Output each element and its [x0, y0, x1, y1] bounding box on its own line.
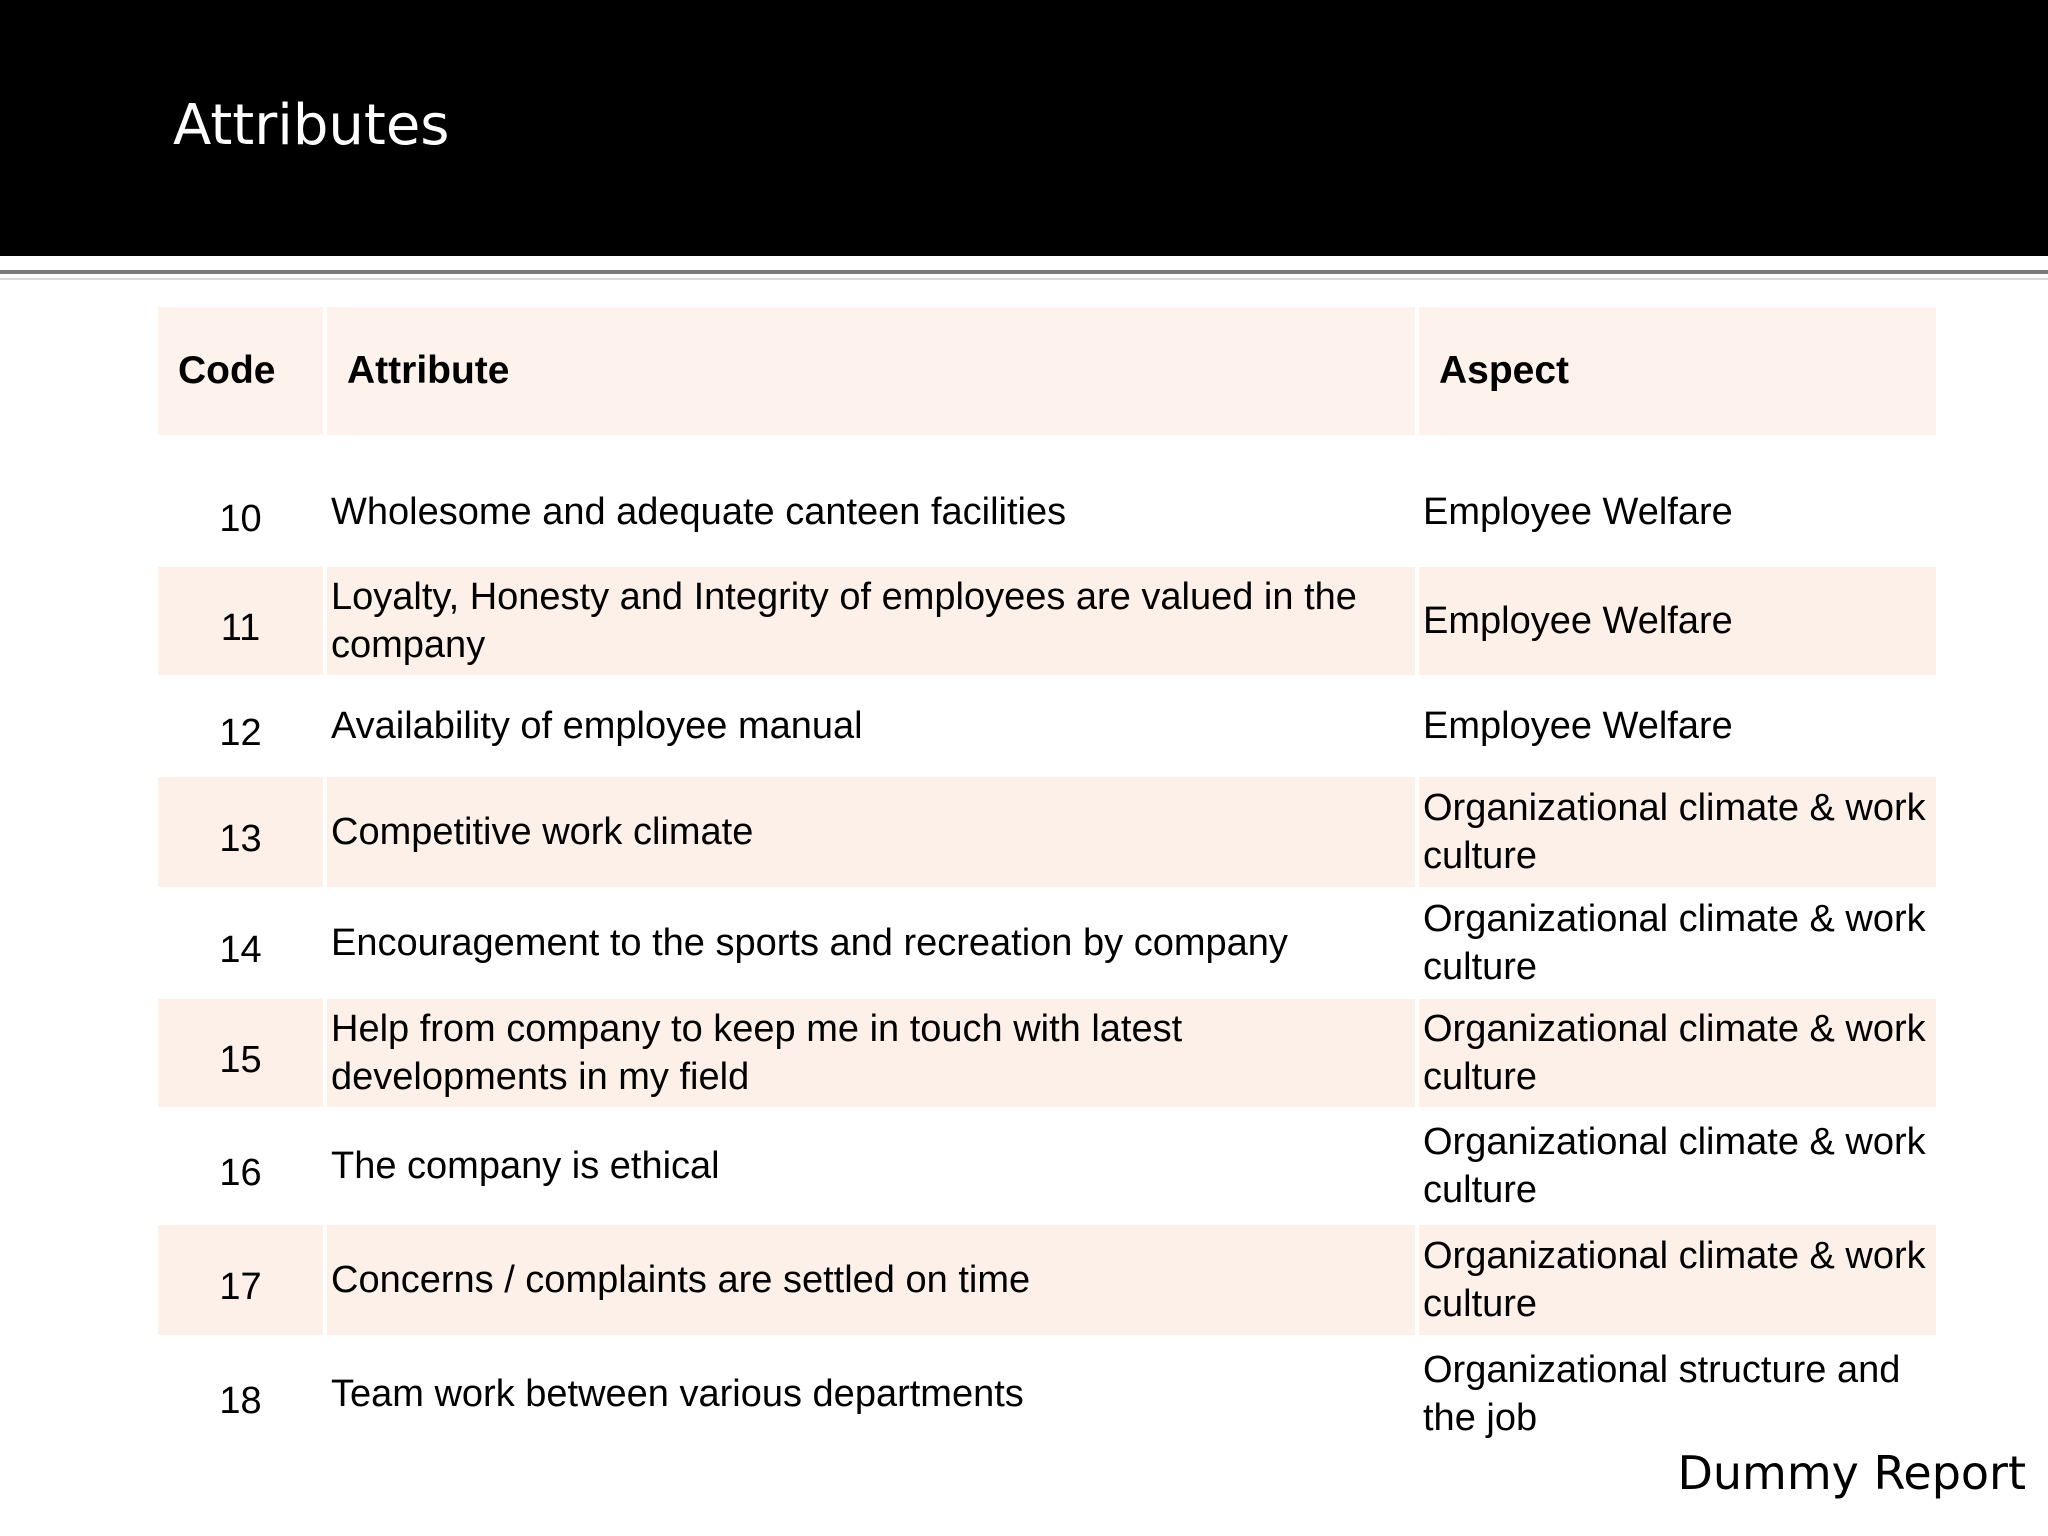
row-aspect: Organizational climate & work culture: [1419, 1225, 1936, 1335]
table-row: [158, 1335, 1936, 1453]
row-attribute: Encouragement to the sports and recreation by company: [327, 887, 1415, 999]
table-row: [158, 1107, 1936, 1225]
header-code: Code: [158, 307, 323, 435]
row-code: 14: [158, 887, 323, 999]
header-gap: [158, 435, 1936, 457]
divider-thin: [0, 278, 2048, 280]
header-attribute: Attribute: [327, 307, 1415, 435]
table-row: [158, 887, 1936, 999]
row-attribute: Competitive work climate: [327, 777, 1415, 887]
row-code: 11: [158, 567, 323, 675]
row-aspect: Employee Welfare: [1419, 567, 1936, 675]
row-attribute: Concerns / complaints are settled on time: [327, 1225, 1415, 1335]
table-row: [158, 675, 1936, 777]
row-code: 15: [158, 999, 323, 1107]
row-aspect: Employee Welfare: [1419, 675, 1936, 777]
row-code: 12: [158, 675, 323, 777]
row-attribute: Help from company to keep me in touch with latest developments in my field: [327, 999, 1415, 1107]
divider-thick: [0, 270, 2048, 274]
table-row: [158, 567, 1936, 675]
row-aspect: Organizational climate & work culture: [1419, 1107, 1936, 1225]
row-code: 13: [158, 777, 323, 887]
row-code: 10: [158, 457, 323, 567]
row-attribute: The company is ethical: [327, 1107, 1415, 1225]
row-aspect: Organizational structure and the job: [1419, 1335, 1936, 1453]
row-attribute: Loyalty, Honesty and Integrity of employees are valued in the company: [327, 567, 1415, 675]
row-aspect: Organizational climate & work culture: [1419, 999, 1936, 1107]
table-row: [158, 777, 1936, 887]
row-attribute: Wholesome and adequate canteen facilities: [327, 457, 1415, 567]
row-code: 17: [158, 1225, 323, 1335]
row-attribute: Availability of employee manual: [327, 675, 1415, 777]
row-aspect: Organizational climate & work culture: [1419, 887, 1936, 999]
row-code: 18: [158, 1335, 323, 1453]
table-row: [158, 457, 1936, 567]
title-bar: [0, 0, 2048, 256]
table-row: [158, 999, 1936, 1107]
slide-title: Attributes: [173, 93, 450, 158]
row-code: 16: [158, 1107, 323, 1225]
row-attribute: Team work between various departments: [327, 1335, 1415, 1453]
table-header-row: [158, 307, 1936, 435]
header-aspect: Aspect: [1419, 307, 1936, 435]
row-aspect: Employee Welfare: [1419, 457, 1936, 567]
table-row: [158, 1225, 1936, 1335]
footer-report-name: Dummy Report: [1677, 1446, 2026, 1500]
attributes-table: [154, 307, 1940, 1453]
row-aspect: Organizational climate & work culture: [1419, 777, 1936, 887]
